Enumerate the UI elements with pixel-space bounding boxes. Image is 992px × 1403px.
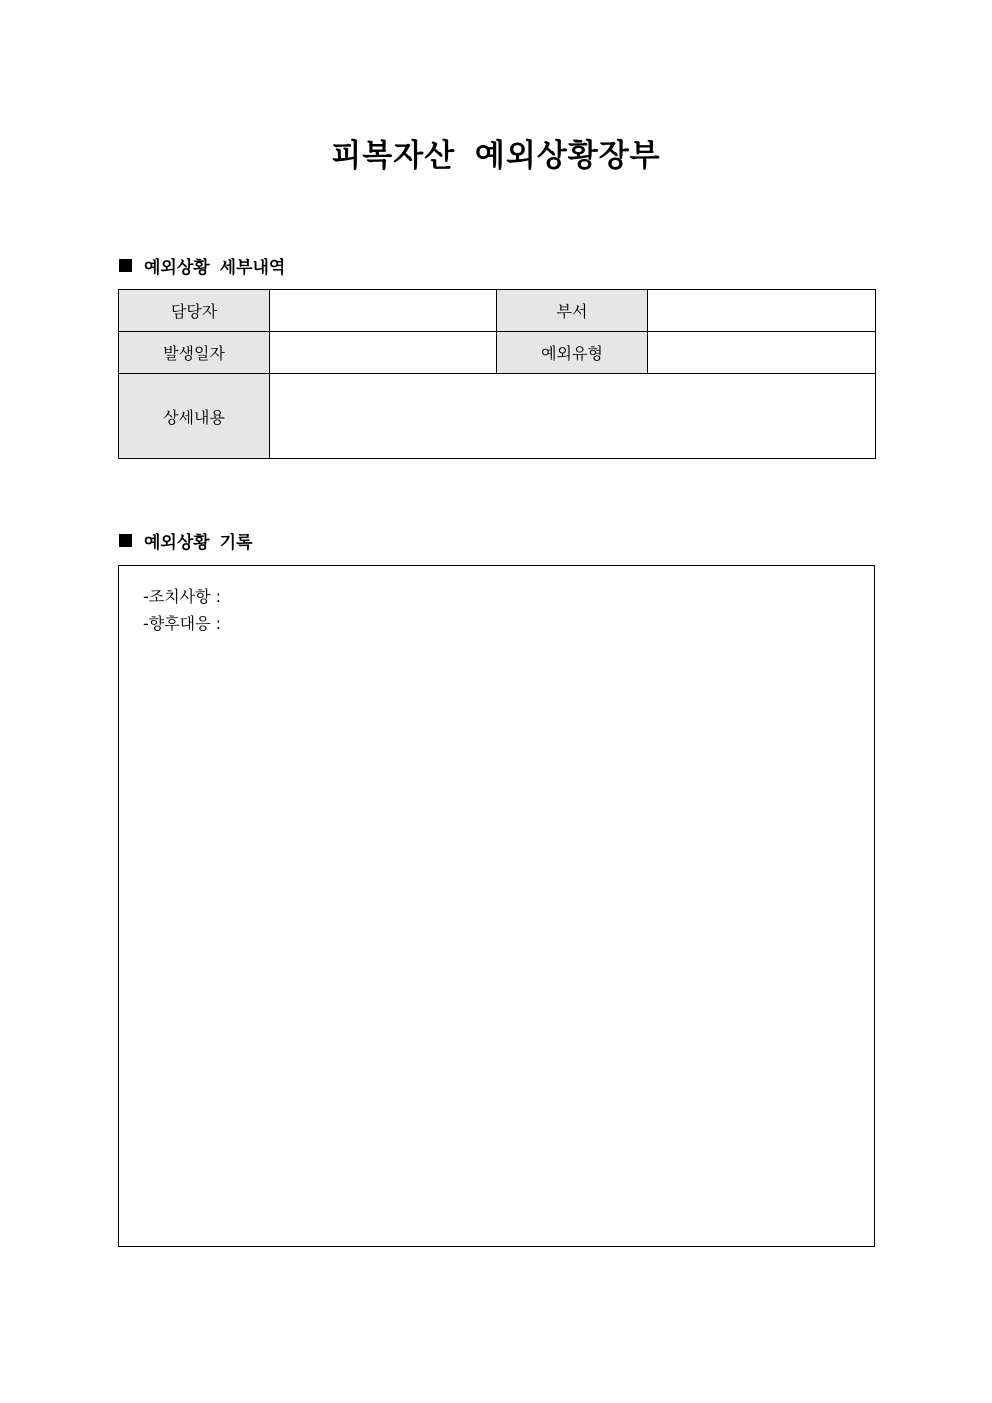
occurrence-date-field[interactable] xyxy=(270,332,497,374)
section-heading-record xyxy=(119,528,252,552)
square-bullet-icon xyxy=(119,534,132,547)
department-label: 부서 xyxy=(497,290,648,332)
action-taken-line: -조치사항 : xyxy=(143,587,222,606)
manager-field[interactable] xyxy=(270,290,497,332)
exception-type-label: 예외유형 xyxy=(497,332,648,374)
exception-type-field[interactable] xyxy=(648,332,876,374)
detail-content-label: 상세내용 xyxy=(119,374,270,459)
section-heading-label: 예외상황 기록 xyxy=(144,532,253,553)
exception-details-table xyxy=(118,289,876,459)
department-field[interactable] xyxy=(648,290,876,332)
manager-label: 담당자 xyxy=(119,290,270,332)
table-row xyxy=(119,290,876,332)
table-row xyxy=(119,332,876,374)
square-bullet-icon xyxy=(119,259,132,272)
section-heading-details xyxy=(119,253,285,277)
detail-content-field[interactable] xyxy=(270,374,876,459)
table-row xyxy=(119,374,876,459)
occurrence-date-label: 발생일자 xyxy=(119,332,270,374)
page-title: 피복자산 예외상황장부 xyxy=(331,138,661,174)
future-response-line: -향후대응 : xyxy=(143,614,222,633)
section-heading-label: 예외상황 세부내역 xyxy=(144,257,286,278)
exception-record-box[interactable] xyxy=(118,565,875,1247)
